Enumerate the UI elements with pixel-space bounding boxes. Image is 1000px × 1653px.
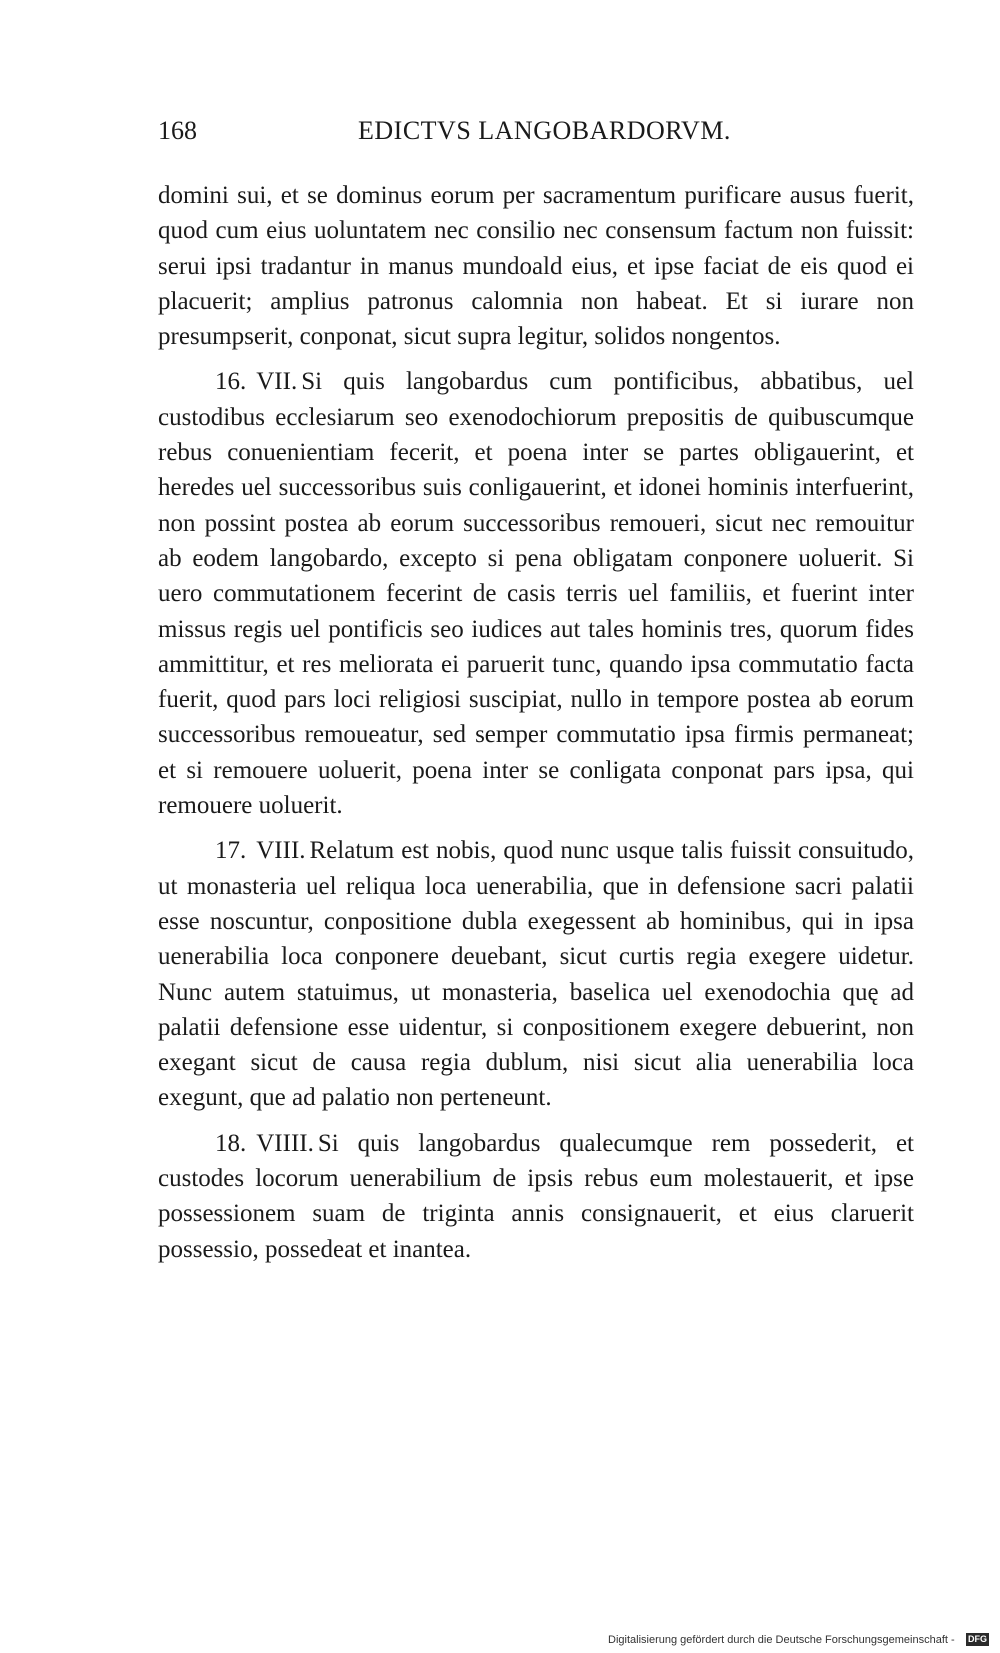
section-number: 18. <box>215 1129 247 1157</box>
section-text: Si quis langobardus cum pontificibus, abbatibus, uel custodibus ecclesiarum seo exenodochiorum prepositis de quibuscumque rebus conuenientiam fecerit, et poena inter se partes obligauerint, et heredes uel successoribus suis conligauerint, et idonei hominis interfuerint, non possint postea ab eorum successoribus remoueri, sicut nec remouitur ab eodem langobardo, excepto si pena obligatam conponere uoluerit. Si uero commutationem fecerint de casis terris uel familiis, et fuerint inter missus regis uel pontificis seo iudices aut tales hominis tres, quorum fides ammittitur, et res meliorata ei paruerit tunc, quando ipsa commutatio facta fuerit, quod pars loci religiosi suscipiat, nullo in tempore postea ab eorum successoribus remoueatur, sed semper commutatio ipsa firmis permaneat; et si remouere uoluerit, poena inter se conligata conponat pars ipsa, qui remouere uoluerit. <box>158 368 914 820</box>
section-number: 17. <box>215 837 247 865</box>
section-roman-numeral: VII. <box>256 368 298 396</box>
dfg-logo: DFG <box>968 1634 987 1644</box>
section-18 <box>158 1126 914 1267</box>
section-text: Relatum est nobis, quod nunc usque talis fuissit consuitudo, ut monasteria uel reliqua loca uenerabilia, que in defensione sacri palatii esse noscuntur, conpositione dubla exegessent ab hominibus, qui in ipsa uenerabilia loca conponere deuebant, sicut curtis regia exegere uidetur. Nunc autem statuimus, ut monasteria, baselica uel exenodochia quę ad palatii defensione esse uidentur, si conpositionem exegere debuerint, non exegant sicut de causa regia dublum, nisi sicut alia uenerabilia loca exegunt, que ad palatio non perteneunt. <box>158 837 914 1112</box>
section-roman-numeral: VIIII. <box>256 1129 314 1157</box>
body-text <box>158 178 914 1267</box>
section-text: Si quis langobardus qualecumque rem possederit, et custodes locorum uenerabilium de ipsis rebus eum molestauerit, et ipse possessionem suam de triginta annis consignauerit, et eius claruerit possessio, possedeat et inantea. <box>158 1129 914 1263</box>
section-16 <box>158 364 914 823</box>
section-number: 16. <box>215 368 247 396</box>
running-title: EDICTVS LANGOBARDORVM. <box>358 116 731 145</box>
section-17 <box>158 833 914 1115</box>
section-roman-numeral: VIII. <box>256 837 306 865</box>
running-head <box>158 116 914 152</box>
digitization-credit: Digitalisierung gefördert durch die Deutsche Forschungsgemeinschaft - <box>608 1634 955 1646</box>
page-number: 168 <box>158 116 197 145</box>
continuation-paragraph: domini sui, et se dominus eorum per sacramentum purificare ausus fuerit, quod cum eius uoluntatem nec consilio nec consensum factum non fuissit: serui ipsi tradantur in manus mundoald eius, et ipse faciat de eis quod ei placuerit; amplius patronus calomnia non habeat. Et si iurare non presumpserit, conponat, sicut supra legitur, solidos nongentos. <box>158 182 914 351</box>
